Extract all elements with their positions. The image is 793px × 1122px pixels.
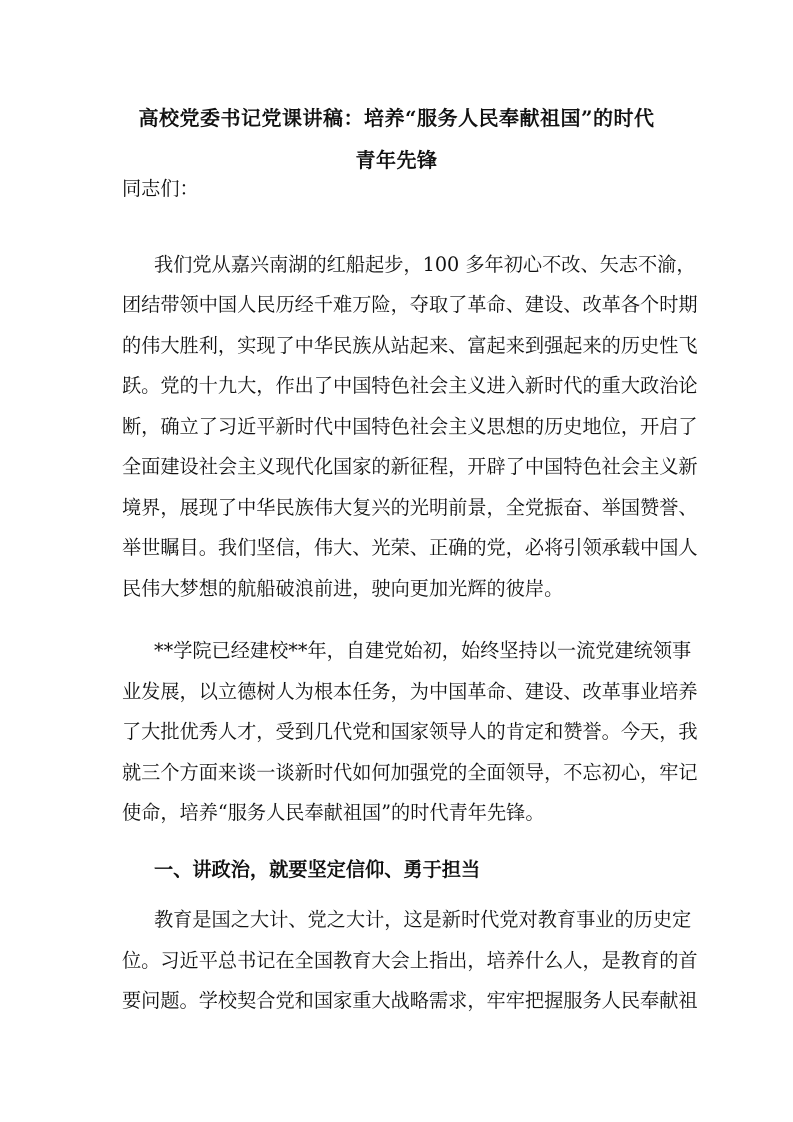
- paragraph-1-line: 民伟大梦想的航船破浪前进，驶向更加光辉的彼岸。: [122, 577, 564, 600]
- paragraph-2-line: 就三个方面来谈一谈新时代如何加强党的全面领导，不忘初心，牢记: [122, 761, 698, 784]
- paragraph-3-line: 要问题。学校契合党和国家重大战略需求，牢牢把握服务人民奉献祖: [122, 989, 698, 1012]
- paragraph-1-line: 我们党从嘉兴南湖的红船起步，100 多年初心不改、矢志不渝，: [154, 253, 696, 276]
- paragraph-1-line: 的伟大胜利，实现了中华民族从站起来、富起来到强起来的历史性飞: [122, 334, 698, 357]
- document-title-line-1: 高校党委书记党课讲稿：培养“服务人民奉献祖国”的时代: [138, 106, 655, 130]
- salutation: 同志们：: [122, 177, 199, 200]
- paragraph-1-line: 全面建设社会主义现代化国家的新征程，开辟了中国特色社会主义新: [122, 455, 698, 478]
- paragraph-1-line: 团结带领中国人民历经千难万险，夺取了革命、建设、改革各个时期: [122, 293, 698, 316]
- paragraph-3-line: 教育是国之大计、党之大计，这是新时代党对教育事业的历史定: [154, 908, 692, 931]
- document-title-line-2: 青年先锋: [355, 148, 438, 172]
- paragraph-3-line: 位。习近平总书记在全国教育大会上指出，培养什么人，是教育的首: [122, 949, 698, 972]
- paragraph-1-line: 举世瞩目。我们坚信，伟大、光荣、正确的党，必将引领承载中国人: [122, 536, 698, 559]
- paragraph-1-line: 断，确立了习近平新时代中国特色社会主义思想的历史地位，开启了: [122, 415, 698, 438]
- paragraph-2-line: 使命，培养“服务人民奉献祖国”的时代青年先锋。: [122, 801, 545, 824]
- paragraph-1-line: 跃。党的十九大，作出了中国特色社会主义进入新时代的重大政治论: [122, 374, 698, 397]
- paragraph-2-line: 了大批优秀人才，受到几代党和国家领导人的肯定和赞誉。今天，我: [122, 720, 698, 743]
- paragraph-1-line: 境界，展现了中华民族伟大复兴的光明前景，全党振奋、举国赞誉、: [122, 496, 698, 519]
- paragraph-2-line: 业发展，以立德树人为根本任务，为中国革命、建设、改革事业培养: [122, 680, 698, 703]
- paragraph-2-line: **学院已经建校**年，自建党始初，始终坚持以一流党建统领事: [154, 639, 692, 662]
- section-heading: 一、讲政治，就要坚定信仰、勇于担当: [154, 858, 481, 881]
